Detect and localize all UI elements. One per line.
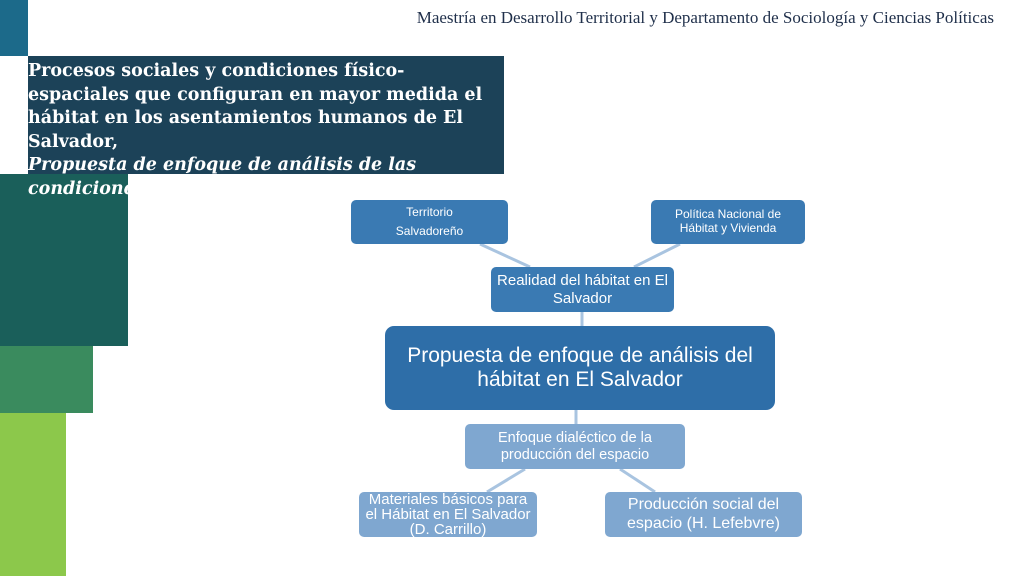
node-realidad: Realidad del hábitat en El Salvador bbox=[491, 267, 674, 312]
node-produccion: Producción social del espacio (H. Lefebvre) bbox=[605, 492, 802, 537]
connector-politica bbox=[634, 244, 680, 267]
title-subtitle: Propuesta de enfoque de análisis de las condiciones del hábitat, el caso de Arcatao bbox=[28, 155, 449, 199]
connector-territorio bbox=[480, 244, 530, 267]
node-territorio: Territorio Salvadoreño bbox=[351, 200, 508, 244]
node-propuesta: Propuesta de enfoque de análisis del hábitat en El Salvador bbox=[385, 326, 775, 410]
node-enfoque: Enfoque dialéctico de la producción del espacio bbox=[465, 424, 685, 469]
header-text: Maestría en Desarrollo Territorial y Departamento de Sociología y Ciencias Políticas bbox=[416, 8, 994, 27]
node-politica: Política Nacional de Hábitat y Vivienda bbox=[651, 200, 805, 244]
title-main: Procesos sociales y condiciones físico-espaciales que configuran en mayor medida el hábitat en los asentamientos humanos de El Salvador, bbox=[28, 61, 483, 152]
connector-materiales bbox=[487, 469, 525, 492]
node-materiales: Materiales básicos para el Hábitat en El Salvador (D. Carrillo) bbox=[359, 492, 537, 537]
connector-produccion bbox=[620, 469, 655, 492]
